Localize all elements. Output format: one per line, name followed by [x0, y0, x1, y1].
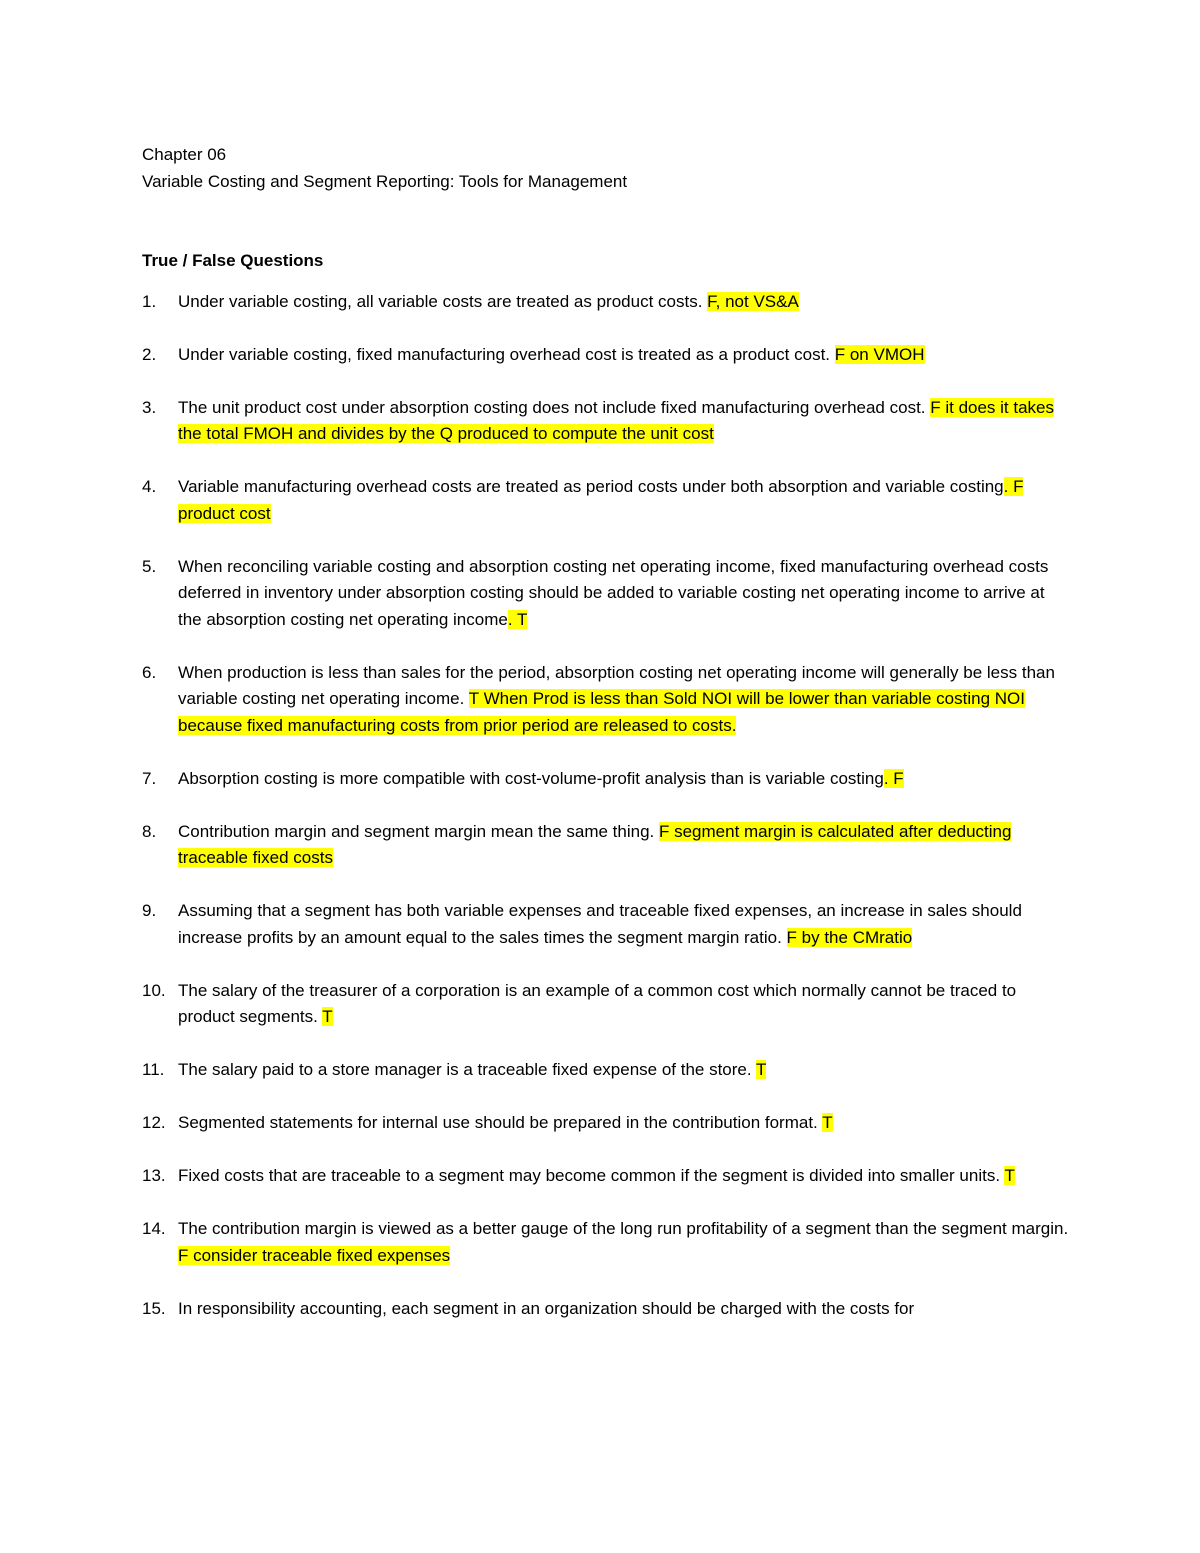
- question-number: 9.: [142, 901, 157, 920]
- answer-highlight: . F: [883, 768, 904, 788]
- question-text: In responsibility accounting, each segment in an organization should be charged with the costs for: [178, 1298, 915, 1318]
- question-item: [142, 978, 1072, 1031]
- question-item: [142, 898, 1072, 951]
- question-item: [142, 660, 1072, 740]
- question-item: [142, 1057, 1072, 1084]
- question-number: 13.: [142, 1166, 166, 1185]
- section-heading: True / False Questions: [142, 251, 324, 270]
- question-item: [142, 395, 1072, 448]
- question-item: [142, 1296, 1072, 1323]
- question-list: [142, 289, 1072, 1323]
- question-text: The unit product cost under absorption costing does not include fixed manufacturing overhead cost.: [178, 397, 931, 417]
- answer-highlight: F segment margin is calculated after deducting traceable fixed costs: [178, 821, 1012, 867]
- question-number: 15.: [142, 1298, 166, 1318]
- chapter-label: Chapter 06: [142, 145, 227, 164]
- question-text: Absorption costing is more compatible with cost-volume-profit analysis than is variable costing: [178, 768, 884, 788]
- answer-highlight: F, not VS&A: [707, 291, 799, 311]
- chapter-title: Variable Costing and Segment Reporting: Tools for Management: [142, 171, 628, 191]
- question-text: Under variable costing, fixed manufacturing overhead cost is treated as a product cost.: [178, 344, 835, 364]
- question-item: [142, 554, 1072, 634]
- question-text: The salary of the treasurer of a corporation is an example of a common cost which normally cannot be traced to product segments.: [178, 980, 1017, 1026]
- answer-highlight: . T: [507, 609, 528, 629]
- question-item: [142, 1163, 1072, 1190]
- question-number: 1.: [142, 291, 157, 311]
- answer-highlight: T: [756, 1060, 767, 1079]
- question-item: [142, 1216, 1072, 1269]
- question-number: 5.: [142, 556, 157, 576]
- question-item: [142, 474, 1072, 527]
- question-number: 3.: [142, 397, 157, 417]
- answer-highlight: F by the CMratio: [786, 927, 913, 947]
- question-number: 8.: [142, 821, 157, 841]
- answer-highlight: . F product cost: [178, 477, 1024, 523]
- question-text: When production is less than sales for the period, absorption costing net operating income will generally be less than variable costing net operating income.: [178, 662, 1055, 708]
- question-text: The salary paid to a store manager is a traceable fixed expense of the store.: [178, 1060, 757, 1079]
- answer-highlight: T: [822, 1113, 833, 1132]
- question-number: 7.: [142, 768, 157, 788]
- question-item: [142, 289, 1072, 316]
- question-text: Contribution margin and segment margin mean the same thing.: [178, 821, 659, 841]
- question-number: 10.: [142, 980, 166, 1000]
- question-text: Assuming that a segment has both variable expenses and traceable fixed expenses, an increase in sales should increase profits by an amount equal to the sales times the segment margin ratio.: [178, 901, 1022, 947]
- answer-highlight: T: [1004, 1166, 1015, 1185]
- question-text: When reconciling variable costing and absorption costing net operating income, fixed manufacturing overhead costs deferred in inventory under absorption costing should be added to variable costing net operating income to arrive at the absorption costing net operating income: [178, 556, 1049, 629]
- question-text: Variable manufacturing overhead costs are treated as period costs under both absorption and variable costing: [178, 477, 1004, 496]
- question-number: 11.: [142, 1060, 165, 1079]
- question-text: Segmented statements for internal use should be prepared in the contribution format.: [178, 1113, 823, 1132]
- document-page: [142, 142, 1072, 1349]
- answer-highlight: F consider traceable fixed expenses: [178, 1245, 451, 1265]
- question-item: [142, 819, 1072, 872]
- question-text: The contribution margin is viewed as a better gauge of the long run profitability of a segment than the segment margin.: [178, 1219, 1069, 1238]
- answer-highlight: F on VMOH: [834, 344, 925, 364]
- question-number: 6.: [142, 662, 157, 682]
- question-number: 2.: [142, 344, 157, 364]
- question-text: Fixed costs that are traceable to a segment may become common if the segment is divided into smaller units.: [178, 1166, 1005, 1185]
- question-number: 12.: [142, 1113, 166, 1132]
- question-number: 4.: [142, 477, 157, 496]
- question-item: [142, 342, 1072, 369]
- question-item: [142, 1110, 1072, 1137]
- question-number: 14.: [142, 1219, 166, 1238]
- answer-highlight: T: [322, 1007, 333, 1026]
- question-text: Under variable costing, all variable costs are treated as product costs.: [178, 291, 708, 311]
- answer-highlight: F it does it takes the total FMOH and divides by the Q produced to compute the unit cost: [178, 397, 1055, 443]
- question-item: [142, 766, 1072, 793]
- answer-highlight: T When Prod is less than Sold NOI will be lower than variable costing NOI because fixed manufacturing costs from prior period are released to costs.: [178, 689, 1025, 735]
